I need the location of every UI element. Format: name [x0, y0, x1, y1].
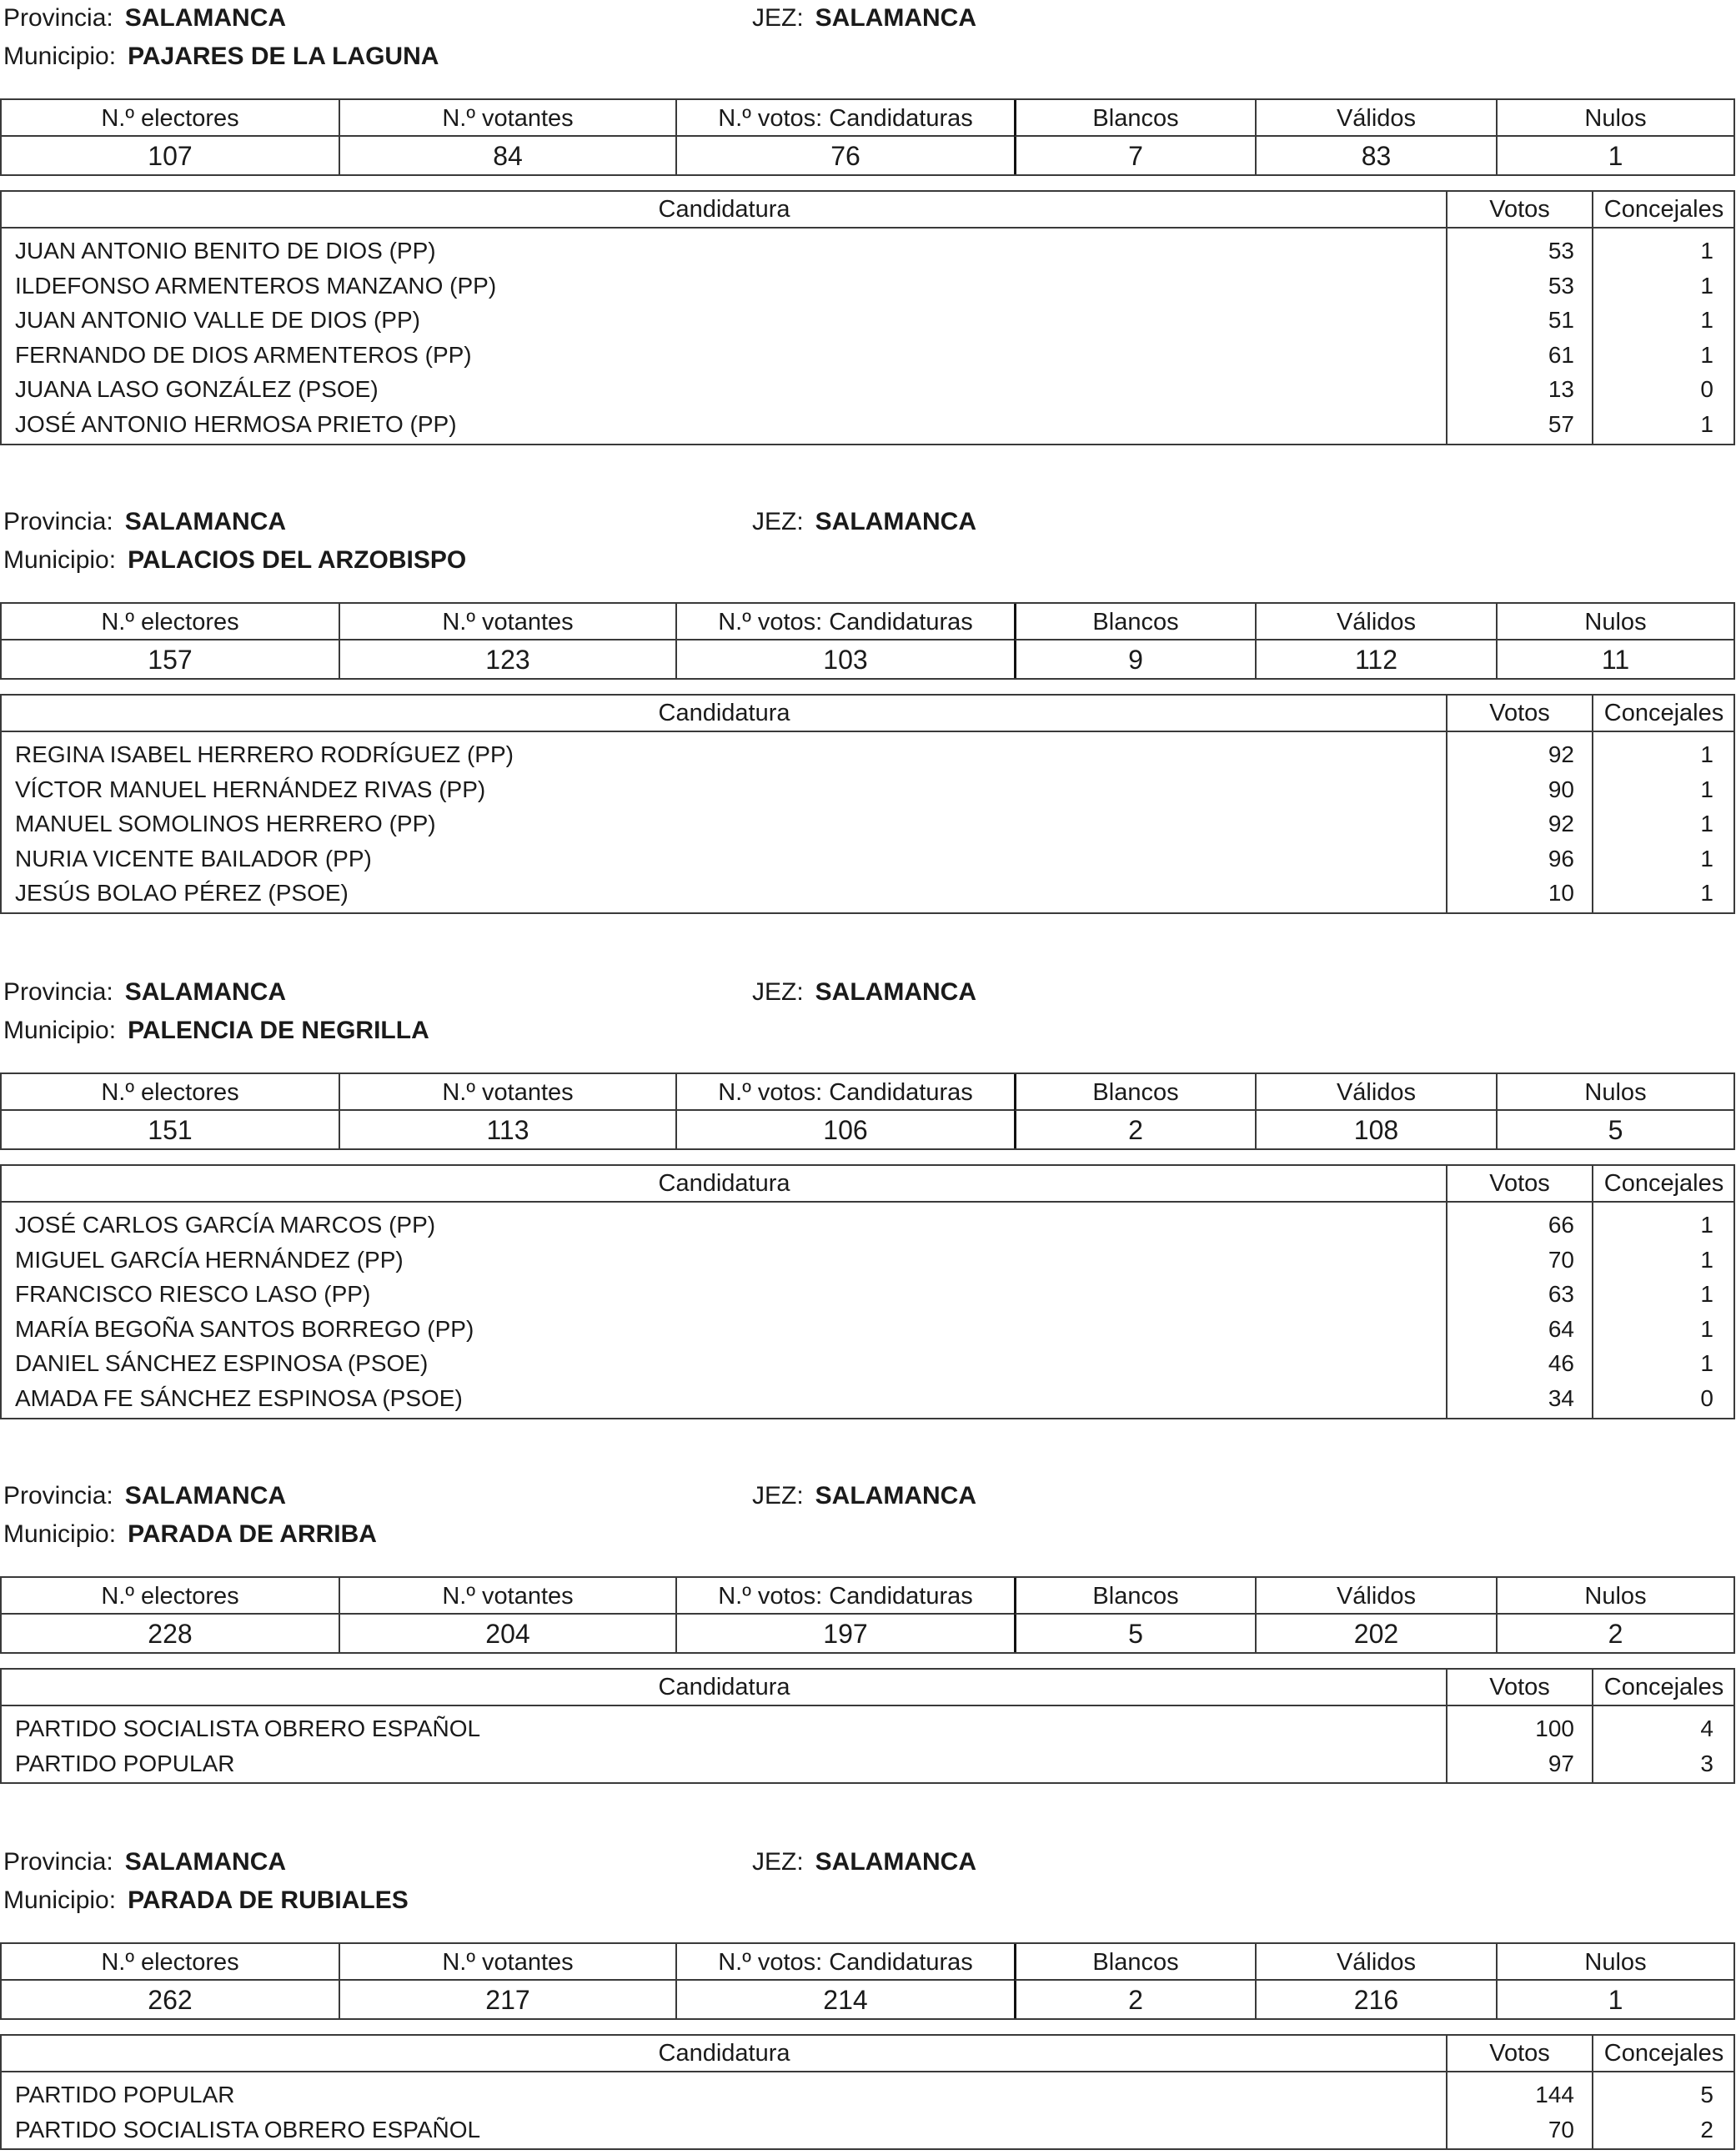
candidate-row — [2, 234, 1733, 269]
concejales-header: Concejales — [1603, 2040, 1724, 2067]
provincia-line — [3, 505, 286, 539]
stats-value-validos: 83 — [1255, 137, 1496, 174]
concejales-header: Concejales — [1603, 1170, 1724, 1197]
stats-value-votantes: 113 — [339, 1111, 675, 1148]
stats-value-votantes: 84 — [339, 137, 675, 174]
municipio-label: Municipio: — [3, 43, 117, 70]
candidate-votes: 97 — [1548, 1750, 1574, 1776]
candidate-row — [2, 1381, 1733, 1416]
stats-value-votos_candidaturas: 214 — [675, 1981, 1014, 2018]
provincia-value: SALAMANCA — [124, 4, 287, 32]
provincia-label: Provincia: — [3, 1482, 113, 1510]
candidate-votes: 57 — [1548, 411, 1574, 437]
jez-label: JEZ: — [752, 1848, 804, 1876]
jez-value: SALAMANCA — [815, 1848, 976, 1876]
stats-header-electores: N.º electores — [2, 100, 339, 137]
stats-value-votos_candidaturas: 76 — [675, 137, 1014, 174]
municipio-value: PALACIOS DEL ARZOBISPO — [128, 546, 467, 574]
candidate-councillors: 1 — [1700, 741, 1713, 767]
stats-value-electores: 107 — [148, 141, 193, 171]
stats-value-nulos: 1 — [1496, 1981, 1733, 2018]
stats-value-blancos: 2 — [1014, 1111, 1255, 1148]
provincia-value: SALAMANCA — [124, 508, 287, 535]
candidate-councillors: 0 — [1700, 1385, 1713, 1411]
provincia-label: Provincia: — [3, 508, 113, 535]
stats-value-validos: 216 — [1255, 1981, 1496, 2018]
stats-header-votantes: N.º votantes — [339, 1578, 675, 1615]
municipio-line — [3, 544, 466, 577]
stats-header-votantes: N.º votantes — [339, 604, 675, 640]
candidate-name: DANIEL SÁNCHEZ ESPINOSA (PSOE) — [15, 1350, 429, 1377]
stats-value-votantes: 123 — [339, 640, 675, 678]
jez-value: SALAMANCA — [815, 4, 976, 32]
candidate-councillors: 1 — [1700, 1315, 1713, 1342]
concejales-header: Concejales — [1603, 1674, 1724, 1700]
candidates-table — [0, 2034, 1735, 2150]
provincia-line — [3, 1846, 286, 1879]
stats-value-votantes: 217 — [339, 1981, 675, 2018]
candidate-councillors: 4 — [1700, 1715, 1713, 1741]
stats-value-votos_candidaturas: 103 — [675, 640, 1014, 678]
candidate-name: FERNANDO DE DIOS ARMENTEROS (PP) — [15, 341, 472, 368]
candidate-name: JOSÉ CARLOS GARCÍA MARCOS (PP) — [15, 1212, 436, 1238]
candidate-councillors: 5 — [1700, 2082, 1713, 2107]
candidate-row — [2, 1346, 1733, 1381]
provincia-value: SALAMANCA — [124, 1482, 287, 1510]
stats-value-electores: 262 — [148, 1985, 193, 2015]
stats-table — [0, 98, 1735, 176]
stats-header-nulos: Nulos — [1496, 604, 1733, 640]
stats-value-nulos: 5 — [1496, 1111, 1733, 1148]
candidate-row — [2, 772, 1733, 807]
stats-value-blancos: 7 — [1014, 137, 1255, 174]
stats-header-votos_candidaturas: N.º votos: Candidaturas — [675, 604, 1014, 640]
stats-value-nulos: 2 — [1496, 1615, 1733, 1652]
jez-line — [752, 505, 976, 539]
candidate-row — [2, 841, 1733, 877]
concejales-header: Concejales — [1603, 700, 1724, 726]
candidate-name: REGINA ISABEL HERRERO RODRÍGUEZ (PP) — [15, 741, 514, 767]
municipio-value: PAJARES DE LA LAGUNA — [128, 43, 439, 70]
candidates-header-row — [2, 1670, 1733, 1706]
candidates-table — [0, 190, 1735, 445]
candidate-votes: 63 — [1548, 1281, 1574, 1308]
candidate-name: JOSÉ ANTONIO HERMOSA PRIETO (PP) — [15, 411, 457, 437]
candidate-row — [2, 338, 1733, 373]
stats-header-validos: Válidos — [1255, 1074, 1496, 1111]
stats-value-votos_candidaturas: 197 — [675, 1615, 1014, 1652]
candidates-header-row — [2, 192, 1733, 229]
candidate-votes: 66 — [1548, 1212, 1574, 1238]
stats-value-votos_candidaturas: 106 — [675, 1111, 1014, 1148]
candidate-votes: 34 — [1548, 1385, 1574, 1411]
stats-header-blancos: Blancos — [1014, 100, 1255, 137]
candidate-name: PARTIDO SOCIALISTA OBRERO ESPAÑOL — [15, 1715, 481, 1741]
stats-value-votantes: 204 — [339, 1615, 675, 1652]
stats-value-validos: 112 — [1255, 640, 1496, 678]
candidatura-header: Candidatura — [658, 700, 790, 726]
candidate-name: FRANCISCO RIESCO LASO (PP) — [15, 1281, 371, 1308]
stats-value-validos: 108 — [1255, 1111, 1496, 1148]
candidate-councillors: 1 — [1700, 238, 1713, 264]
candidate-votes: 70 — [1548, 2116, 1574, 2142]
candidate-votes: 96 — [1548, 845, 1574, 872]
candidate-votes: 53 — [1548, 272, 1574, 299]
candidate-name: ILDEFONSO ARMENTEROS MANZANO (PP) — [15, 272, 497, 299]
stats-header-blancos: Blancos — [1014, 1074, 1255, 1111]
stats-value-blancos: 2 — [1014, 1981, 1255, 2018]
candidates-header-row — [2, 696, 1733, 732]
provincia-line — [3, 2, 286, 35]
candidate-name: JESÚS BOLAO PÉREZ (PSOE) — [15, 880, 349, 907]
candidate-name: PARTIDO SOCIALISTA OBRERO ESPAÑOL — [15, 2116, 481, 2142]
stats-header-electores: N.º electores — [2, 1578, 339, 1615]
stats-value-blancos: 5 — [1014, 1615, 1255, 1652]
candidatura-header: Candidatura — [658, 1674, 790, 1700]
candidate-name: VÍCTOR MANUEL HERNÁNDEZ RIVAS (PP) — [15, 776, 486, 802]
jez-line — [752, 1479, 976, 1513]
stats-header-electores: N.º electores — [2, 604, 339, 640]
candidate-councillors: 1 — [1700, 272, 1713, 299]
stats-table — [0, 1072, 1735, 1150]
stats-header-blancos: Blancos — [1014, 604, 1255, 640]
stats-header-votos_candidaturas: N.º votos: Candidaturas — [675, 1944, 1014, 1981]
candidate-votes: 53 — [1548, 238, 1574, 264]
candidate-councillors: 1 — [1700, 341, 1713, 368]
stats-table — [0, 1942, 1735, 2020]
municipio-line — [3, 40, 439, 73]
stats-value-electores: 151 — [148, 1115, 193, 1145]
stats-header-nulos: Nulos — [1496, 1944, 1733, 1981]
stats-header-blancos: Blancos — [1014, 1578, 1255, 1615]
stats-table — [0, 1576, 1735, 1654]
candidate-councillors: 1 — [1700, 307, 1713, 334]
municipio-value: PARADA DE ARRIBA — [128, 1520, 377, 1548]
candidatura-header: Candidatura — [658, 1170, 790, 1197]
provincia-label: Provincia: — [3, 4, 113, 32]
candidates-table — [0, 1164, 1735, 1419]
provincia-line — [3, 976, 286, 1009]
candidate-votes: 64 — [1548, 1315, 1574, 1342]
candidates-header-row — [2, 2036, 1733, 2072]
candidate-row — [2, 372, 1733, 407]
candidate-row — [2, 2077, 1733, 2112]
jez-value: SALAMANCA — [815, 508, 976, 535]
candidate-councillors: 1 — [1700, 1350, 1713, 1377]
stats-header-validos: Válidos — [1255, 1944, 1496, 1981]
provincia-label: Provincia: — [3, 1848, 113, 1876]
stats-header-validos: Válidos — [1255, 1578, 1496, 1615]
candidate-votes: 70 — [1548, 1246, 1574, 1273]
stats-header-votos_candidaturas: N.º votos: Candidaturas — [675, 1074, 1014, 1111]
candidate-councillors: 1 — [1700, 776, 1713, 802]
jez-line — [752, 1846, 976, 1879]
jez-label: JEZ: — [752, 508, 804, 535]
candidate-row — [2, 737, 1733, 772]
jez-value: SALAMANCA — [815, 978, 976, 1006]
votos-header: Votos — [1489, 1170, 1550, 1197]
stats-value-electores: 228 — [148, 1619, 193, 1649]
stats-header-votos_candidaturas: N.º votos: Candidaturas — [675, 1578, 1014, 1615]
candidate-name: MANUEL SOMOLINOS HERRERO (PP) — [15, 811, 436, 837]
candidate-councillors: 1 — [1700, 1281, 1713, 1308]
candidate-votes: 61 — [1548, 341, 1574, 368]
stats-header-electores: N.º electores — [2, 1944, 339, 1981]
provincia-value: SALAMANCA — [124, 1848, 287, 1876]
votos-header: Votos — [1489, 196, 1550, 223]
stats-header-validos: Válidos — [1255, 100, 1496, 137]
stats-value-validos: 202 — [1255, 1615, 1496, 1652]
candidate-name: PARTIDO POPULAR — [15, 2082, 235, 2107]
candidate-councillors: 1 — [1700, 845, 1713, 872]
municipio-line — [3, 1518, 377, 1551]
candidate-row — [2, 876, 1733, 911]
stats-header-blancos: Blancos — [1014, 1944, 1255, 1981]
candidates-header-row — [2, 1166, 1733, 1203]
candidate-name: AMADA FE SÁNCHEZ ESPINOSA (PSOE) — [15, 1385, 463, 1411]
provincia-line — [3, 1479, 286, 1513]
jez-line — [752, 976, 976, 1009]
municipio-line — [3, 1014, 429, 1047]
stats-value-nulos: 1 — [1496, 137, 1733, 174]
stats-header-validos: Válidos — [1255, 604, 1496, 640]
stats-table — [0, 602, 1735, 680]
candidate-votes: 46 — [1548, 1350, 1574, 1377]
candidate-row — [2, 303, 1733, 338]
candidate-row — [2, 2112, 1733, 2147]
candidatura-header: Candidatura — [658, 2040, 790, 2067]
stats-header-nulos: Nulos — [1496, 1074, 1733, 1111]
votos-header: Votos — [1489, 2040, 1550, 2067]
jez-value: SALAMANCA — [815, 1482, 976, 1510]
stats-header-nulos: Nulos — [1496, 1578, 1733, 1615]
candidate-row — [2, 1312, 1733, 1347]
candidatura-header: Candidatura — [658, 196, 790, 223]
candidate-councillors: 1 — [1700, 880, 1713, 907]
municipio-label: Municipio: — [3, 1017, 117, 1044]
stats-header-nulos: Nulos — [1496, 100, 1733, 137]
candidate-councillors: 2 — [1700, 2116, 1713, 2142]
candidate-name: JUAN ANTONIO VALLE DE DIOS (PP) — [15, 307, 420, 334]
candidate-votes: 13 — [1548, 376, 1574, 403]
provincia-label: Provincia: — [3, 978, 113, 1006]
municipio-line — [3, 1884, 409, 1917]
stats-value-nulos: 11 — [1496, 640, 1733, 678]
votos-header: Votos — [1489, 1674, 1550, 1700]
candidates-table — [0, 1668, 1735, 1784]
jez-label: JEZ: — [752, 978, 804, 1006]
candidate-name: MARÍA BEGOÑA SANTOS BORREGO (PP) — [15, 1315, 474, 1342]
jez-label: JEZ: — [752, 1482, 804, 1510]
jez-line — [752, 2, 976, 35]
candidate-votes: 51 — [1548, 307, 1574, 334]
stats-value-electores: 157 — [148, 645, 193, 675]
municipio-value: PALENCIA DE NEGRILLA — [128, 1017, 429, 1044]
votos-header: Votos — [1489, 700, 1550, 726]
candidate-name: MIGUEL GARCÍA HERNÁNDEZ (PP) — [15, 1246, 404, 1273]
candidate-name: NURIA VICENTE BAILADOR (PP) — [15, 845, 372, 872]
candidate-councillors: 3 — [1700, 1750, 1713, 1776]
candidate-votes: 100 — [1535, 1715, 1574, 1741]
candidate-councillors: 1 — [1700, 1212, 1713, 1238]
candidates-table — [0, 694, 1735, 914]
candidate-votes: 92 — [1548, 811, 1574, 837]
candidate-councillors: 1 — [1700, 1246, 1713, 1273]
jez-label: JEZ: — [752, 4, 804, 32]
stats-header-electores: N.º electores — [2, 1074, 339, 1111]
candidate-votes: 90 — [1548, 776, 1574, 802]
candidate-row — [2, 1243, 1733, 1278]
stats-header-votantes: N.º votantes — [339, 1074, 675, 1111]
candidate-name: PARTIDO POPULAR — [15, 1750, 235, 1776]
municipio-label: Municipio: — [3, 1520, 117, 1548]
candidate-councillors: 1 — [1700, 411, 1713, 437]
candidate-row — [2, 1208, 1733, 1243]
stats-header-votos_candidaturas: N.º votos: Candidaturas — [675, 100, 1014, 137]
candidate-name: JUANA LASO GONZÁLEZ (PSOE) — [15, 376, 379, 403]
candidate-row — [2, 1746, 1733, 1781]
municipio-value: PARADA DE RUBIALES — [128, 1886, 409, 1914]
concejales-header: Concejales — [1603, 196, 1724, 223]
candidate-row — [2, 1711, 1733, 1746]
candidate-votes: 92 — [1548, 741, 1574, 767]
candidate-name: JUAN ANTONIO BENITO DE DIOS (PP) — [15, 238, 436, 264]
municipio-label: Municipio: — [3, 1886, 117, 1914]
candidate-councillors: 0 — [1700, 376, 1713, 403]
candidate-row — [2, 269, 1733, 304]
stats-value-blancos: 9 — [1014, 640, 1255, 678]
provincia-value: SALAMANCA — [124, 978, 287, 1006]
candidate-row — [2, 1277, 1733, 1312]
candidate-votes: 144 — [1535, 2082, 1574, 2107]
candidate-row — [2, 407, 1733, 442]
candidate-councillors: 1 — [1700, 811, 1713, 837]
stats-header-votantes: N.º votantes — [339, 100, 675, 137]
municipio-label: Municipio: — [3, 546, 117, 574]
candidate-votes: 10 — [1548, 880, 1574, 907]
stats-header-votantes: N.º votantes — [339, 1944, 675, 1981]
candidate-row — [2, 806, 1733, 841]
